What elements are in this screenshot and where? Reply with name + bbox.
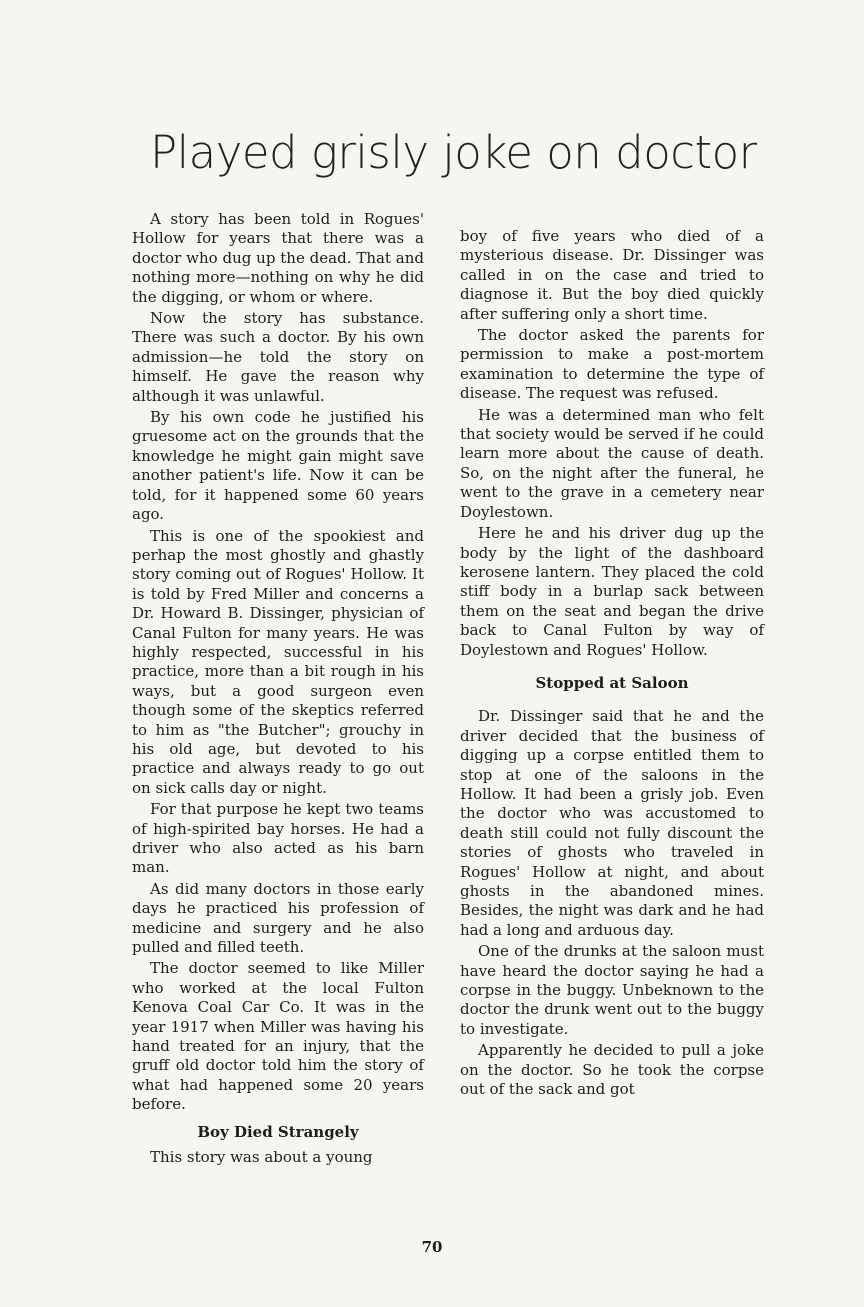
paragraph: Now the story has substance. There was such a doctor. By his own admission—he told the story on himself. He gave the reason why although it was unlawful. xyxy=(132,309,424,405)
page-number: 70 xyxy=(421,1238,443,1256)
paragraph: Here he and his driver dug up the body by the light of the dashboard kerosene lantern. They placed the cold stiff body in a burlap sack between them on the seat and began the drive back to Canal Fulton by way of Doylestown and Rogues' Hollow. xyxy=(460,524,764,659)
subheading-boy-died-strangely: Boy Died Strangely xyxy=(197,1122,359,1141)
paragraph: For that purpose he kept two teams of high-spirited bay horses. He had a driver who also acted as his barn man. xyxy=(132,800,424,877)
paragraph: By his own code he justified his gruesome act on the grounds that the knowledge he might gain might save another patient's life. Now it can be told, for it happened some 60 years ago. xyxy=(132,408,424,524)
paragraph: He was a determined man who felt that society would be served if he could learn more about the cause of death. So, on the night after the funeral, he went to the grave in a cemetery near Doylestown. xyxy=(460,405,764,521)
paragraph: As did many doctors in those early days he practiced his profession of medicine and surgery and he also pulled and filled teeth. xyxy=(132,879,424,957)
subheading-stopped-at-saloon: Stopped at Saloon xyxy=(535,673,689,692)
paragraph: The doctor asked the parents for permission to make a post-mortem examination to determine the type of disease. The request was refused. xyxy=(460,326,764,403)
paragraph: boy of five years who died of a mysterious disease. Dr. Dissinger was called in on the case and tried to diagnose it. But the boy died quickly after suffering only a short time. xyxy=(460,227,764,323)
paragraph: A story has been told in Rogues' Hollow for years that there was a doctor who dug up the dead. That and nothing more—nothing on why he did the digging, or whom or where. xyxy=(132,210,424,306)
paragraph: This is one of the spookiest and perhap the most ghostly and ghastly story coming out of Rogues' Hollow. It is told by Fred Miller and concerns a Dr. Howard B. Dissinger, physician of Canal Fulton for many years. He was highly respected, successful in his practice, more than a bit rough in his ways, but a good surgeon even though some of the skeptics referred to him as "the Butcher"; grouchy in his old age, but devoted to his practice and always ready to go out on sick calls day or night. xyxy=(132,526,424,797)
right-column xyxy=(460,227,764,1101)
paragraph: This story was about a young xyxy=(150,1148,373,1167)
article-title: Played grisly joke on doctor xyxy=(150,126,757,179)
left-column xyxy=(132,210,424,1170)
paragraph: One of the drunks at the saloon must have heard the doctor saying he had a corpse in the buggy. Unbeknown to the doctor the drunk went out to the buggy to investigate. xyxy=(460,942,764,1038)
paragraph: Dr. Dissinger said that he and the driver decided that the business of digging up a corpse entitled them to stop at one of the saloons in the Hollow. It had been a grisly job. Even the doctor who was accustomed to death still could not fully discount the stories of ghosts who traveled in Rogues' Hollow at night, and about ghosts in the abandoned mines. Besides, the night was dark and he had had a long and arduous day. xyxy=(460,707,764,939)
paragraph: The doctor seemed to like Miller who worked at the local Fulton Kenova Coal Car Co. It was in the year 1917 when Miller was having his hand treated for an injury, that the gruff old doctor told him the story of what had happened some 20 years before. xyxy=(132,959,424,1114)
paragraph: Apparently he decided to pull a joke on the doctor. So he took the corpse out of the sack and got xyxy=(460,1041,764,1099)
